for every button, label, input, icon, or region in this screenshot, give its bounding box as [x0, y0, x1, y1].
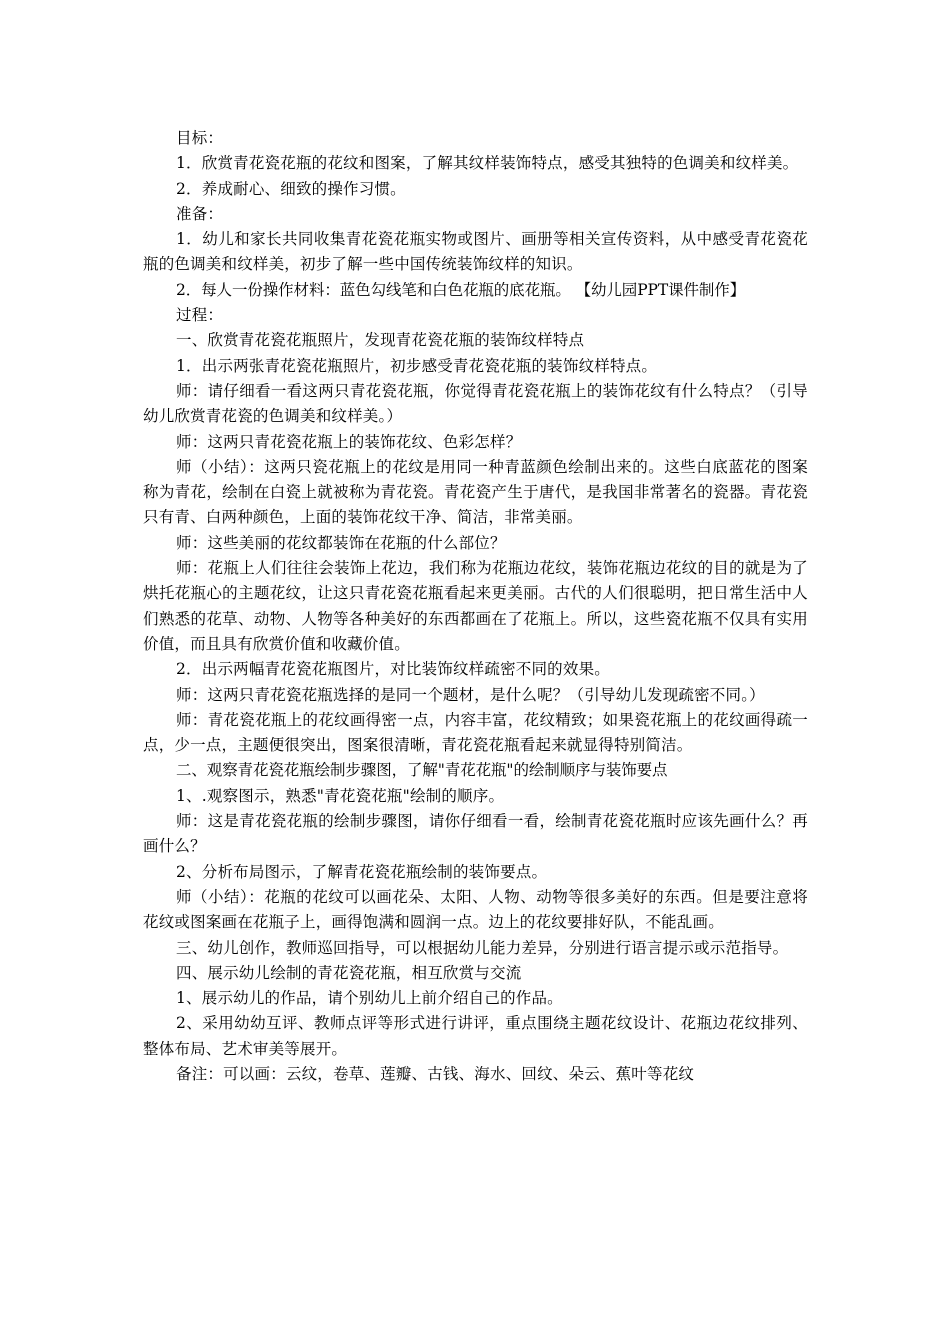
teacher-line: 师：这两只青花瓷花瓶选择的是同一个题材，是什么呢？（引导幼儿发现疏密不同。） [176, 685, 765, 704]
section-heading: 四、展示幼儿绘制的青花瓷花瓶，相互欣赏与交流 [176, 963, 522, 982]
section-heading: 一、欣赏青花瓷花瓶照片，发现青花瓷花瓶的装饰纹样特点 [176, 331, 585, 350]
teacher-summary: 师（小结）：这两只瓷花瓶上的花纹是用同一种青蓝颜色绘制出来的。这些白底蓝花的图案称为青花，绘制在白瓷上就被称为青花瓷。青花瓷产生于唐代，是我国非常著名的瓷器。青花瓷只有青、白两种颜色，上面的装饰花纹干净、简洁，非常美丽。 [143, 457, 808, 527]
heading-goals: 目标： [176, 129, 224, 147]
step-item: 1、展示幼儿的作品，请个别幼儿上前介绍自己的作品。 [176, 989, 563, 1008]
section-heading: 二、观察青花瓷花瓶绘制步骤图，了解"青花花瓶"的绘制顺序与装饰要点 [176, 761, 668, 780]
teacher-line: 师：花瓶上人们往往会装饰上花边，我们称为花瓶边花纹，装饰花瓶边花纹的目的就是为了烘托花瓶心的主题花纹，让这只青花瓷花瓶看起来更美丽。古代的人们很聪明，把日常生活中人们熟悉的花草、动物、人物等各种美好的东西都画在了花瓶上。所以，这些瓷花瓶不仅具有实用价值，而且具有欣赏价值和收藏价值。 [143, 559, 808, 653]
teacher-line: 师：请仔细看一看这两只青花瓷花瓶，你觉得青花瓷花瓶上的装饰花纹有什么特点？（引导幼儿欣赏青花瓷的色调美和纹样美。） [143, 381, 808, 426]
goal-item: 1．欣赏青花瓷花瓶的花纹和图案，了解其纹样装饰特点，感受其独特的色调美和纹样美。 [176, 154, 799, 173]
step-item: 2．出示两幅青花瓷花瓶图片，对比装饰纹样疏密不同的效果。 [176, 660, 610, 679]
section-heading: 三、幼儿创作，教师巡回指导，可以根据幼儿能力差异，分别进行语言提示或示范指导。 [176, 938, 789, 957]
teacher-summary: 师（小结）：花瓶的花纹可以画花朵、太阳、人物、动物等很多美好的东西。但是要注意将花纹或图案画在花瓶子上，画得饱满和圆润一点。边上的花纹要排好队，不能乱画。 [143, 887, 808, 932]
document-body [143, 126, 808, 1087]
preparation-item: 1．幼儿和家长共同收集青花瓷花瓶实物或图片、画册等相关宣传资料，从中感受青花瓷花瓶的色调美和纹样美，初步了解一些中国传统装饰纹样的知识。 [143, 230, 808, 274]
step-item: 1．出示两张青花瓷花瓶照片，初步感受青花瓷花瓶的装饰纹样特点。 [176, 356, 658, 375]
teacher-line: 师：这是青花瓷花瓶的绘制步骤图，请你仔细看一看，绘制青花瓷花瓶时应该先画什么？再画什么？ [143, 812, 808, 856]
heading-preparation: 准备： [176, 204, 224, 223]
note-line: 备注：可以画：云纹，卷草、莲瓣、古钱、海水、回纹、朵云、蕉叶等花纹 [176, 1064, 695, 1083]
preparation-item: 2．每人一份操作材料：蓝色勾线笔和白色花瓶的底花瓶。 【幼儿园PPT课件制作】 [176, 280, 746, 299]
teacher-line: 师：青花瓷花瓶上的花纹画得密一点，内容丰富，花纹精致；如果瓷花瓶上的花纹画得疏一点，少一点，主题便很突出，图案很清晰，青花瓷花瓶看起来就显得特别简洁。 [143, 710, 808, 755]
heading-process: 过程： [176, 306, 224, 325]
step-item: 2、分析布局图示，了解青花瓷花瓶绘制的装饰要点。 [176, 862, 548, 881]
step-item: 1、.观察图示，熟悉"青花瓷花瓶"绘制的顺序。 [176, 786, 505, 805]
teacher-line: 师：这些美丽的花纹都装饰在花瓶的什么部位？ [176, 533, 506, 552]
goal-item: 2．养成耐心、细致的操作习惯。 [176, 179, 406, 198]
teacher-line: 师：这两只青花瓷花瓶上的装饰花纹、色彩怎样？ [176, 432, 522, 451]
step-item: 2、采用幼幼互评、教师点评等形式进行讲评，重点围绕主题花纹设计、花瓶边花纹排列、整体布局、艺术审美等展开。 [143, 1014, 808, 1058]
